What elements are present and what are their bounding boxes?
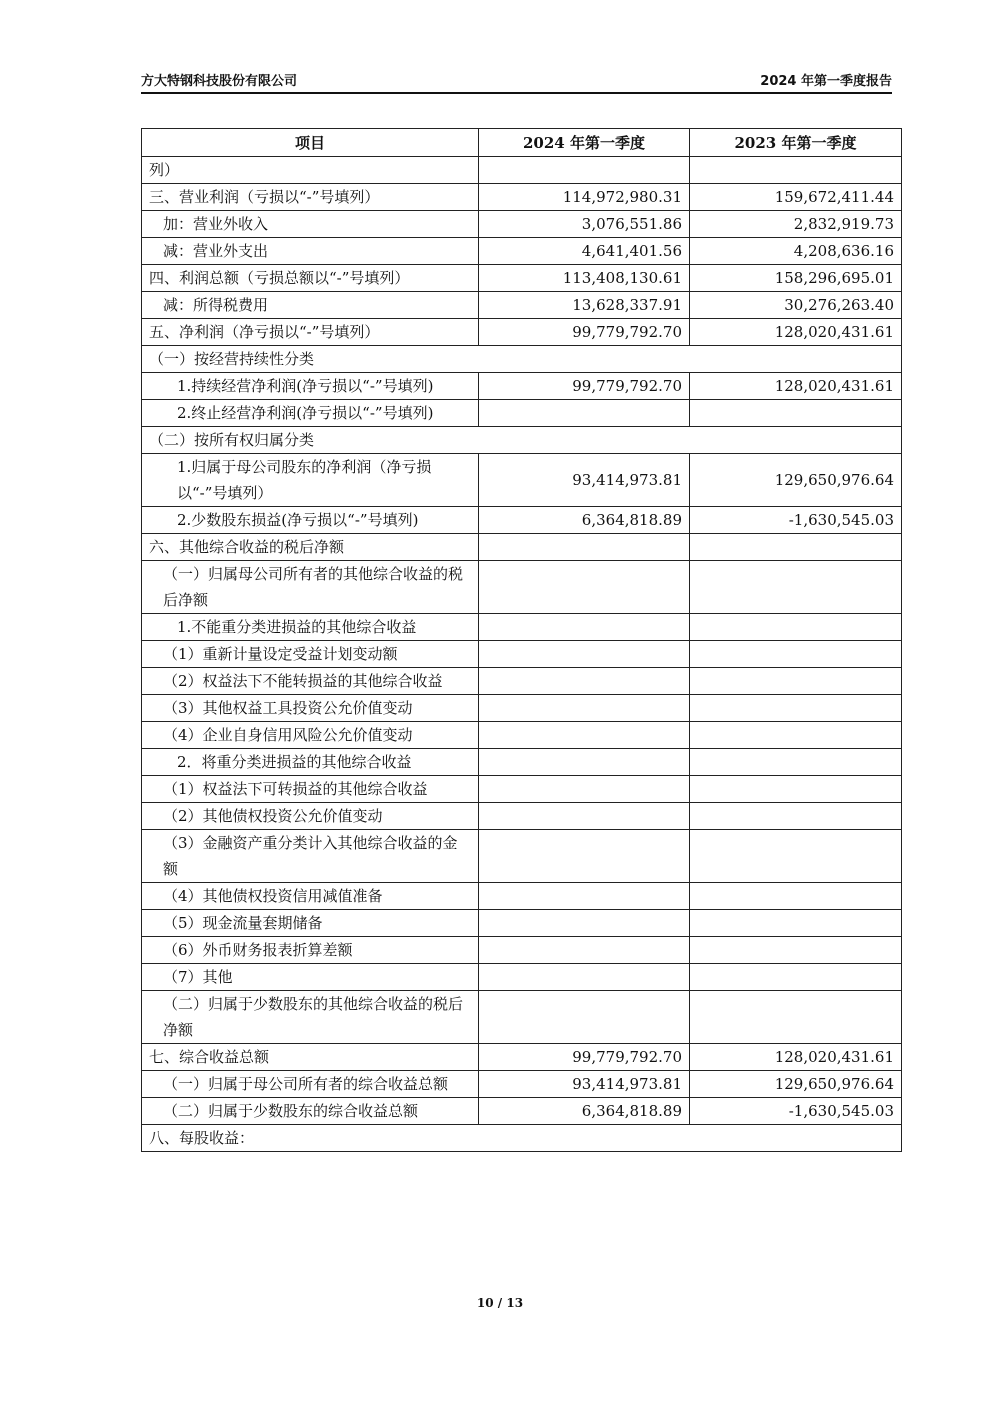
value-2024	[479, 910, 690, 937]
table-row	[142, 776, 902, 803]
row-item-label: （3）金融资产重分类计入其他综合收益的金额	[142, 830, 479, 883]
row-item-label: 七、综合收益总额	[142, 1044, 479, 1071]
table-row	[142, 910, 902, 937]
row-item-label: 列）	[142, 157, 479, 184]
income-statement-table	[141, 128, 902, 1152]
row-item-label: 加：营业外收入	[142, 211, 479, 238]
row-item-label: （二）归属于少数股东的综合收益总额	[142, 1098, 479, 1125]
row-item-label: 五、净利润（净亏损以“-”号填列）	[142, 319, 479, 346]
value-2023	[690, 937, 902, 964]
table-row	[142, 641, 902, 668]
value-2023	[690, 695, 902, 722]
value-2024	[479, 830, 690, 883]
table-row	[142, 1098, 902, 1125]
value-2024	[479, 534, 690, 561]
table-row	[142, 883, 902, 910]
value-2024	[479, 614, 690, 641]
value-2023	[690, 722, 902, 749]
value-2023	[690, 964, 902, 991]
table-row	[142, 614, 902, 641]
column-header-item: 项目	[142, 129, 479, 157]
row-item-label: 减：所得税费用	[142, 292, 479, 319]
row-item-label: （1）重新计量设定受益计划变动额	[142, 641, 479, 668]
company-name: 方大特钢科技股份有限公司	[141, 74, 298, 89]
value-2024: 6,364,818.89	[479, 507, 690, 534]
value-2024	[479, 803, 690, 830]
table-header-row	[142, 129, 902, 157]
value-2023	[690, 776, 902, 803]
value-2023: 129,650,976.64	[690, 1071, 902, 1098]
row-item-label: 四、利润总额（亏损总额以“-”号填列）	[142, 265, 479, 292]
value-2023: -1,630,545.03	[690, 507, 902, 534]
value-2024: 114,972,980.31	[479, 184, 690, 211]
row-item-label: （7）其他	[142, 964, 479, 991]
value-2024: 93,414,973.81	[479, 454, 690, 507]
table-row	[142, 534, 902, 561]
row-item-label: （一）归属母公司所有者的其他综合收益的税后净额	[142, 561, 479, 614]
row-item-label: （二）归属于少数股东的其他综合收益的税后净额	[142, 991, 479, 1044]
table-row	[142, 668, 902, 695]
value-2023	[690, 641, 902, 668]
table-row	[142, 1071, 902, 1098]
value-2024	[479, 937, 690, 964]
row-item-label: 八、每股收益：	[142, 1125, 902, 1152]
row-item-label: （一）按经营持续性分类	[142, 346, 902, 373]
row-item-label: （2）其他债权投资公允价值变动	[142, 803, 479, 830]
value-2023	[690, 561, 902, 614]
value-2024: 99,779,792.70	[479, 373, 690, 400]
value-2024	[479, 668, 690, 695]
value-2023	[690, 749, 902, 776]
table-row	[142, 400, 902, 427]
value-2024	[479, 695, 690, 722]
value-2023	[690, 614, 902, 641]
value-2023: 128,020,431.61	[690, 373, 902, 400]
table-row	[142, 265, 902, 292]
value-2024: 99,779,792.70	[479, 319, 690, 346]
value-2023: 2,832,919.73	[690, 211, 902, 238]
value-2024	[479, 776, 690, 803]
value-2023: 129,650,976.64	[690, 454, 902, 507]
value-2023: 128,020,431.61	[690, 1044, 902, 1071]
row-item-label: 1.不能重分类进损益的其他综合收益	[142, 614, 479, 641]
value-2023: 4,208,636.16	[690, 238, 902, 265]
table-row	[142, 184, 902, 211]
value-2023: 30,276,263.40	[690, 292, 902, 319]
value-2023	[690, 883, 902, 910]
row-item-label: 1.归属于母公司股东的净利润（净亏损以“-”号填列）	[142, 454, 479, 507]
row-item-label: 六、其他综合收益的税后净额	[142, 534, 479, 561]
row-item-label: （6）外币财务报表折算差额	[142, 937, 479, 964]
table-row	[142, 749, 902, 776]
table-row	[142, 830, 902, 883]
table-row	[142, 346, 902, 373]
value-2023	[690, 910, 902, 937]
value-2023: 159,672,411.44	[690, 184, 902, 211]
value-2023: 128,020,431.61	[690, 319, 902, 346]
value-2024	[479, 157, 690, 184]
page-number: 10 / 13	[476, 1296, 524, 1310]
table-row	[142, 722, 902, 749]
page-header	[141, 70, 892, 94]
row-item-label: 2．将重分类进损益的其他综合收益	[142, 749, 479, 776]
value-2023	[690, 534, 902, 561]
value-2023: 158,296,695.01	[690, 265, 902, 292]
value-2024: 6,364,818.89	[479, 1098, 690, 1125]
table-row	[142, 427, 902, 454]
table-row	[142, 1125, 902, 1152]
table-row	[142, 292, 902, 319]
table-row	[142, 561, 902, 614]
value-2024: 4,641,401.56	[479, 238, 690, 265]
row-item-label: （二）按所有权归属分类	[142, 427, 902, 454]
value-2023	[690, 830, 902, 883]
value-2024	[479, 991, 690, 1044]
row-item-label: 1.持续经营净利润(净亏损以“-”号填列)	[142, 373, 479, 400]
table-row	[142, 695, 902, 722]
value-2024: 13,628,337.91	[479, 292, 690, 319]
value-2024	[479, 722, 690, 749]
report-title: 2024 年第一季度报告	[760, 74, 892, 89]
row-item-label: （5）现金流量套期储备	[142, 910, 479, 937]
value-2024	[479, 883, 690, 910]
value-2024	[479, 641, 690, 668]
value-2023	[690, 803, 902, 830]
table-row	[142, 937, 902, 964]
value-2023: -1,630,545.03	[690, 1098, 902, 1125]
table-row	[142, 803, 902, 830]
table-row	[142, 991, 902, 1044]
table-row	[142, 373, 902, 400]
table-row	[142, 211, 902, 238]
table-row	[142, 507, 902, 534]
value-2023	[690, 157, 902, 184]
value-2023	[690, 400, 902, 427]
value-2023	[690, 991, 902, 1044]
row-item-label: 减：营业外支出	[142, 238, 479, 265]
table-row	[142, 157, 902, 184]
value-2023	[690, 668, 902, 695]
column-header-2023: 2023 年第一季度	[690, 129, 902, 157]
table-row	[142, 964, 902, 991]
row-item-label: （2）权益法下不能转损益的其他综合收益	[142, 668, 479, 695]
value-2024: 93,414,973.81	[479, 1071, 690, 1098]
row-item-label: （4）企业自身信用风险公允价值变动	[142, 722, 479, 749]
row-item-label: 2.终止经营净利润(净亏损以“-”号填列)	[142, 400, 479, 427]
value-2024	[479, 964, 690, 991]
row-item-label: （1）权益法下可转损益的其他综合收益	[142, 776, 479, 803]
value-2024	[479, 561, 690, 614]
row-item-label: 2.少数股东损益(净亏损以“-”号填列)	[142, 507, 479, 534]
row-item-label: （3）其他权益工具投资公允价值变动	[142, 695, 479, 722]
table-row	[142, 238, 902, 265]
row-item-label: 三、营业利润（亏损以“-”号填列）	[142, 184, 479, 211]
row-item-label: （一）归属于母公司所有者的综合收益总额	[142, 1071, 479, 1098]
table-row	[142, 1044, 902, 1071]
row-item-label: （4）其他债权投资信用减值准备	[142, 883, 479, 910]
value-2024: 3,076,551.86	[479, 211, 690, 238]
column-header-2024: 2024 年第一季度	[479, 129, 690, 157]
table-row	[142, 454, 902, 507]
value-2024: 113,408,130.61	[479, 265, 690, 292]
value-2024	[479, 749, 690, 776]
value-2024: 99,779,792.70	[479, 1044, 690, 1071]
table-row	[142, 319, 902, 346]
value-2024	[479, 400, 690, 427]
